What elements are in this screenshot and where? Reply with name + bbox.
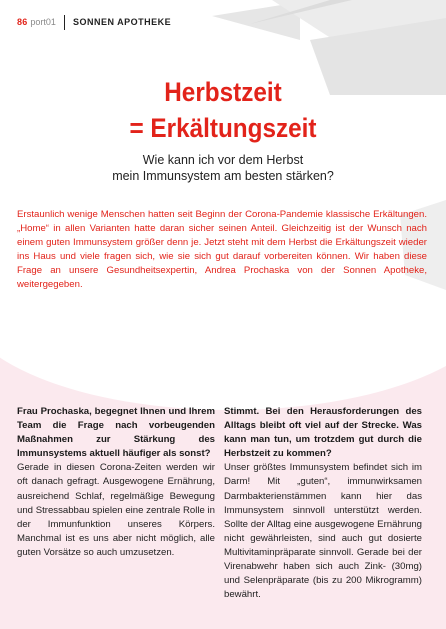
interview-answer-1: Gerade in diesen Corona-Zeiten werden wir oft danach gefragt. Ausgewogene Ernährung, ausreichend Schlaf, regelmäßige Bewegung und Stressabbau spielen eine zentrale Rolle in der Immunfunktion unseres Körpers. Manchmal ist es uns aber nicht möglich, alle guten Vorsätze so auch umzusetzen. bbox=[17, 462, 215, 558]
interview-question-1: Frau Prochaska, begegnet Ihnen und Ihrem Team die Frage nach vorbeugenden Maßnahmen zur Stärkung des Immunsystems aktuell häufiger als sonst? bbox=[17, 406, 215, 460]
header-divider bbox=[64, 15, 65, 30]
page-number: 86 bbox=[17, 17, 28, 27]
interview-answer-2: Unser größtes Immunsystem befindet sich im Darm! Mit „guten“, immunwirksamen Darmbakterienstämmen kann hier das Immunsystem sinnvoll unterstützt werden. Sollte der Alltag eine ausgewogene Ernährung nicht gewährleisten, sind auch gut dosierte Multivitaminpräparate sinnvoll. Gerade bei der Virenabwehr haben sich auch Zink- (30mg) und Selenpräparate (bis zu 200 Mikrogramm) bewährt. bbox=[224, 462, 422, 601]
headline-line-1: Herbstzeit bbox=[164, 77, 282, 107]
intro-paragraph: Erstaunlich wenige Menschen hatten seit Beginn der Corona-Pandemie klassische Erkältungen. „Home“ in allen Varianten hatte daran sicher seinen Anteil. Gleichzeitig ist der Wunsch nach einem guten Immunsystem größer denn je. Jetzt steht mit dem Herbst die Erkältungszeit wieder ins Haus und viele fragen sich, wie sie sich gut darauf vorbereiten können. Wir haben diese Frage an unsere Gesundheitsexpertin, Andrea Prochaska von der Sonnen Apotheke, weitergegeben. bbox=[17, 209, 427, 291]
subtitle-line-2: mein Immunsystem am besten stärken? bbox=[112, 169, 334, 183]
magazine-name: SONNEN APOTHEKE bbox=[72, 17, 172, 27]
headline-line-2: = Erkältungszeit bbox=[129, 113, 317, 143]
section-label: port01 bbox=[30, 17, 56, 27]
subtitle bbox=[0, 152, 446, 184]
interview-question-2: Stimmt. Bei den Herausforderungen des Alltags bleibt oft viel auf der Strecke. Was kann man tun, um trotzdem gut durch die Herbstzeit zu kommen? bbox=[224, 406, 422, 460]
interview-column-left bbox=[17, 405, 215, 560]
page-header bbox=[17, 14, 171, 30]
subtitle-line-1: Wie kann ich vor dem Herbst bbox=[142, 153, 304, 167]
interview-column-right bbox=[224, 405, 422, 602]
